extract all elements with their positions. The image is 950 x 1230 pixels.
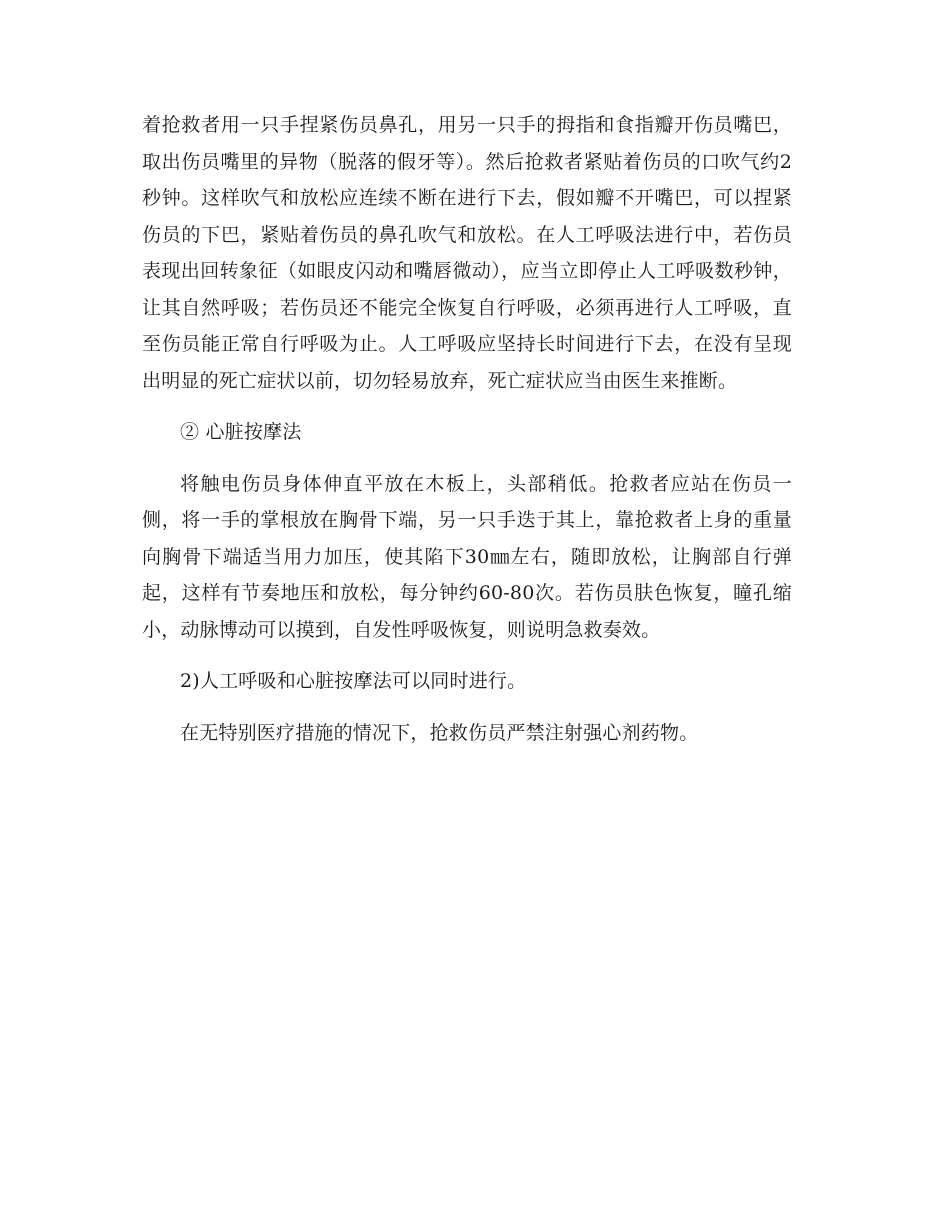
paragraph-artificial-respiration: 着抢救者用一只手捏紧伤员鼻孔，用另一只手的拇指和食指瓣开伤员嘴巴，取出伤员嘴里的异物（脱落的假牙等）。然后抢救者紧贴着伤员的口吹气约2秒钟。这样吹气和放松应连续不断在进行下去，假如瓣不开嘴巴，可以捏紧伤员的下巴，紧贴着伤员的鼻孔吹气和放松。在人工呼吸法进行中，若伤员表现出回转象征（如眼皮闪动和嘴唇微动），应当立即停止人工呼吸数秒钟，让其自然呼吸；若伤员还不能完全恢复自行呼吸，必须再进行人工呼吸，直至伤员能正常自行呼吸为止。人工呼吸应坚持长时间进行下去，在没有呈现出明显的死亡症状以前，切勿轻易放弃，死亡症状应当由医生来推断。 — [142, 114, 792, 392]
document-body — [142, 107, 792, 751]
paragraph-simultaneous-procedure: 2)人工呼吸和心脏按摩法可以同时进行。 — [180, 670, 527, 692]
paragraph-drug-prohibition: 在无特别医疗措施的情况下，抢救伤员严禁注射强心剂药物。 — [180, 721, 699, 744]
section-heading-cardiac-massage: ② 心脏按摩法 — [180, 421, 302, 443]
paragraph-cardiac-massage: 将触电伤员身体伸直平放在木板上，头部稍低。抢救者应站在伤员一侧，将一手的掌根放在胸骨下端，另一只手迭于其上，靠抢救者上身的重量向胸骨下端适当用力加压，使其陷下30㎜左右，随即放松，让胸部自行弹起，这样有节奏地压和放松，每分钟约60-80次。若伤员肤色恢复，瞳孔缩小，动脉博动可以摸到，自发性呼吸恢复，则说明急救奏效。 — [142, 472, 792, 641]
